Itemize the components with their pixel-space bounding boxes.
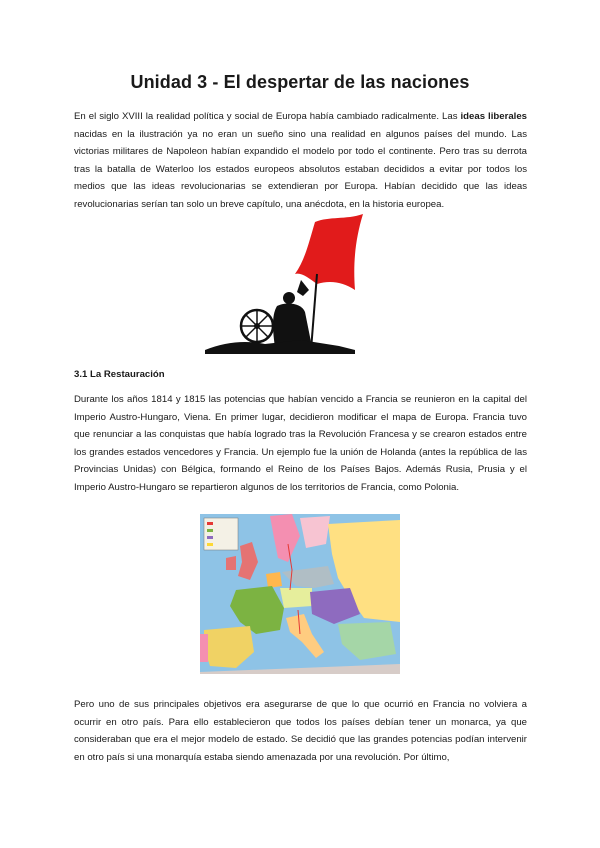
restauracion-paragraph: Durante los años 1814 y 1815 las potencias que habían vencido a Francia se reunieron en la capital del Imperio Austro-Hungaro, Viena. En primer lugar, decidieron modificar el mapa de Europa. Francia tuvo que renunciar a las conquistas que había logrado tras la Revolución Francesa y se crearon estados entre los grandes estados vencedores y Francia. Un ejemplo fue la unión de Holanda (antes la república de las Provincias Unidas) con Bélgica, formando el Reino de los Países Bajos. Además Rusia, Prusia y el Imperio Austro-Hungaro se repartieron algunos de los territorios de Francia, como Polonia. [74, 394, 527, 493]
flag-pole [311, 274, 317, 350]
figure-head [283, 292, 295, 304]
revolutionary-flag-illustration [205, 212, 385, 358]
intro-text-end: nacidas en la ilustración ya no eran un sueño sino una realidad en algunos países del mundo. Las victorias militares de Napoleon habían expandido el modelo por todo el continente. Pero tras su derrota tras la batalla de Waterloo los estados europeos absolutos estaban decididos a evitar por todos los medios que las ideas revolucionarias se extendieran por Europa. Habían decidido que las ideas revolucionarias serían tan solo un breve capítulo, una anécdota, en la historia europea. [74, 128, 527, 210]
europe-map-1815 [200, 514, 400, 674]
intro-text-start: En el siglo XVIII la realidad política y social de Europa había cambiado radicalmente. Las [74, 111, 461, 122]
cart-wheel [241, 310, 273, 342]
objetivos-paragraph: Pero uno de sus principales objetivos era asegurarse de que lo que ocurrió en Francia no volviera a ocurrir en otro país. Para ello establecieron que todos los países debían tener un monarca, ya que consideraban que era el mejor modelo de estado. Se decidió que las grandes potencias podían intervenir en otro país si una monarquía estaba siendo amenazada por una revolución. Por último, [74, 699, 527, 763]
intro-paragraph [74, 108, 527, 214]
red-flag [295, 214, 363, 290]
raised-arm [297, 280, 309, 296]
intro-bold-term: ideas liberales [460, 111, 527, 122]
section-heading: 3.1 La Restauración [74, 369, 165, 380]
page-title: Unidad 3 - El despertar de las naciones [130, 72, 470, 92]
